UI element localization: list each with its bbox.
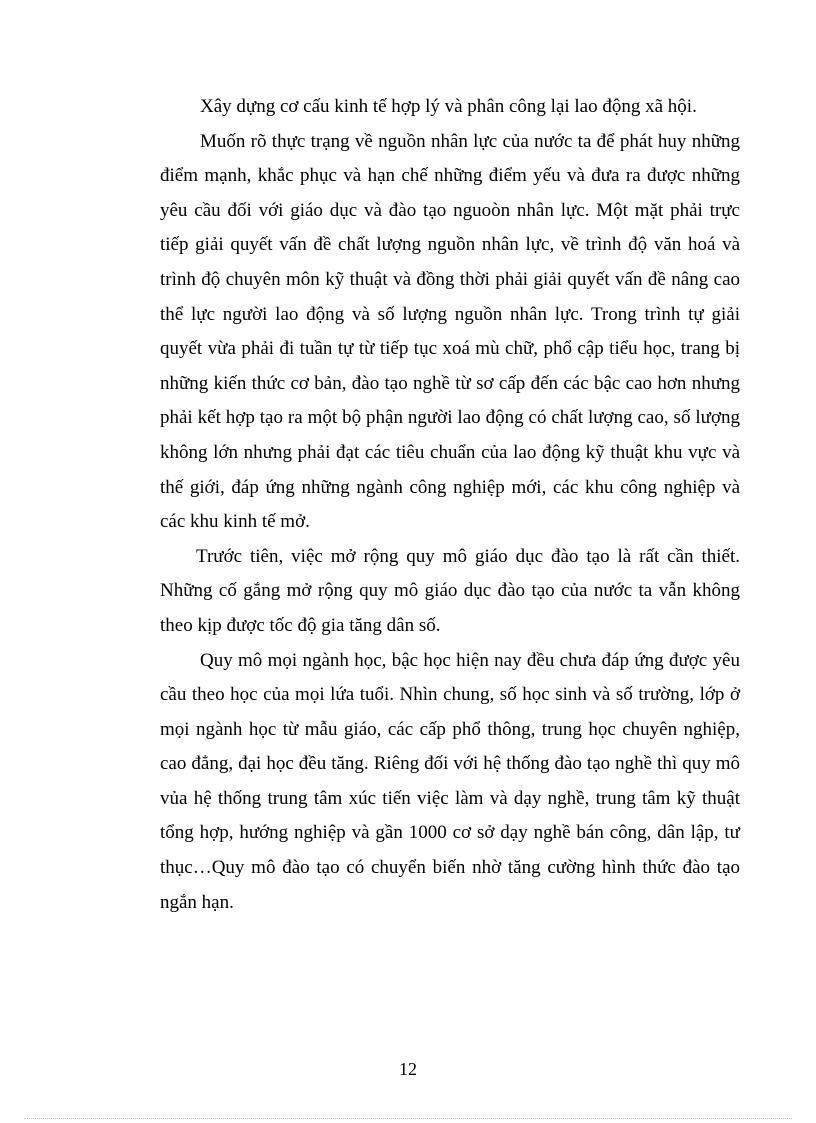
paragraph-economic-structure: Xây dựng cơ cấu kinh tế hợp lý và phân công lại lao động xã hội. bbox=[200, 96, 697, 117]
page-number: 12 bbox=[399, 1059, 417, 1079]
body-text bbox=[160, 90, 740, 920]
paragraph-human-resources: Muốn rõ thực trạng về nguồn nhân lực của nước ta để phát huy những điểm mạnh, khắc phục và hạn chế những điểm yếu và đưa ra được những yêu cầu đối với giáo dục và đào tạo nguoòn nhân lực. Một mặt phải trực tiếp giải quyết vấn đề chất lượng nguồn nhân lực, về trình độ văn hoá và trình độ chuyên môn kỹ thuật và đồng thời phải giải quyết vấn đề nâng cao thể lực người lao động và số lượng nguồn nhân lực. Trong trình tự giải quyết vừa phải đi tuần tự từ tiếp tục xoá mù chữ, phổ cập tiểu học, trang bị những kiến thức cơ bản, đào tạo nghề từ sơ cấp đến các bậc cao hơn nhưng phải kết hợp tạo ra một bộ phận người lao động có chất lượng cao, số lượng không lớn nhưng phải đạt các tiêu chuẩn của lao động kỹ thuật khu vực và thế giới, đáp ứng những ngành công nghiệp mới, các khu công nghiệp và các khu kinh tế mở. bbox=[160, 130, 740, 533]
page-bottom-divider bbox=[24, 1118, 792, 1119]
paragraph-education-scale: Trước tiên, việc mở rộng quy mô giáo dục đào tạo là rất cần thiết. Những cố gắng mở rộng quy mô giáo dục đào tạo của nước ta vẫn không theo kịp được tốc độ gia tăng dân số. bbox=[160, 545, 740, 636]
paragraph-training-scale: Quy mô mọi ngành học, bậc học hiện nay đều chưa đáp ứng được yêu cầu theo học của mọi lứa tuổi. Nhìn chung, số học sinh và số trường, lớp ở mọi ngành học từ mẫu giáo, các cấp phổ thông, trung học chuyên nghiệp, cao đẳng, đại học đều tăng. Riêng đối với hệ thống đào tạo nghề thì quy mô vủa hệ thống trung tâm xúc tiến việc làm và dạy nghề, trung tâm kỹ thuật tổng hợp, hướng nghiệp và gần 1000 cơ sở dạy nghề bán công, dân lập, tư thục…Quy mô đào tạo có chuyển biến nhờ tăng cường hình thức đào tạo ngắn hạn. bbox=[160, 649, 740, 913]
